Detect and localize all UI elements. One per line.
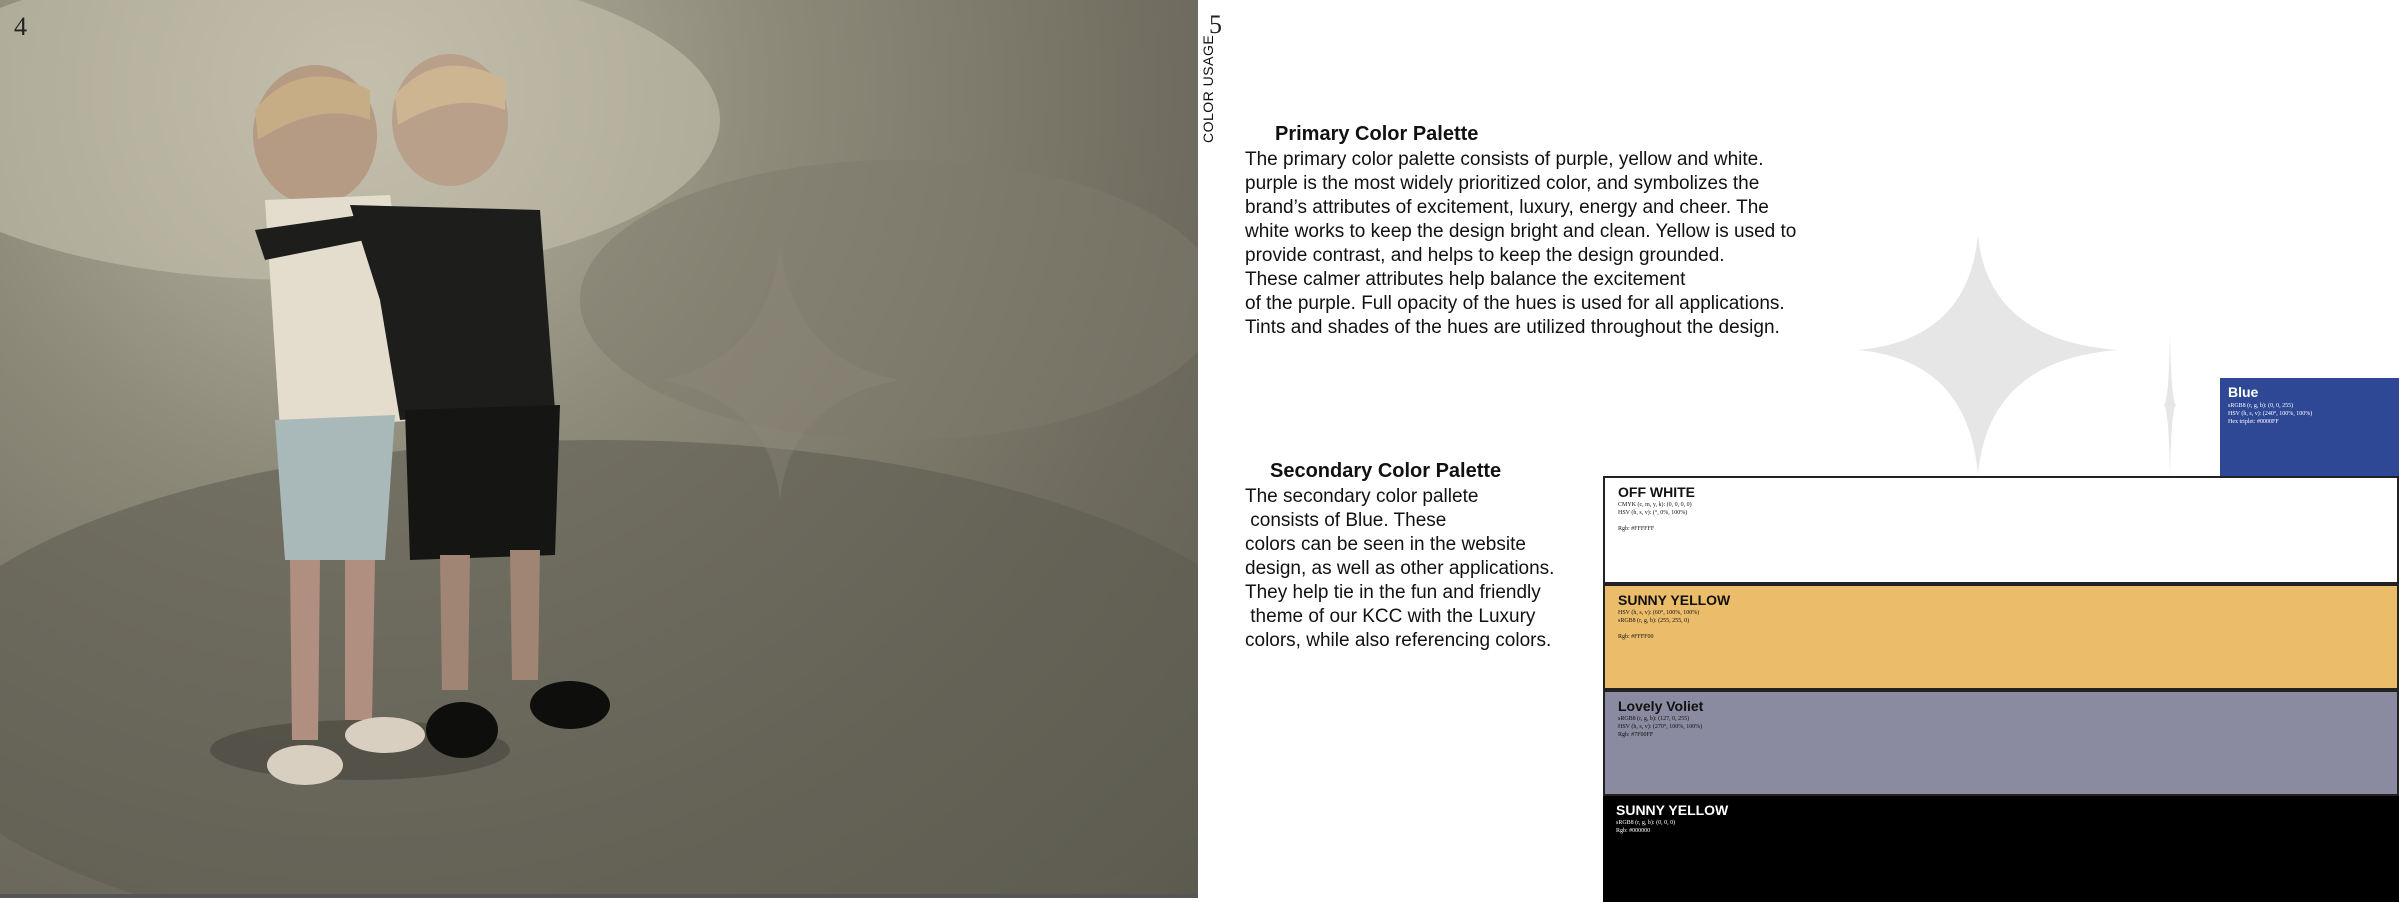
- swatch-spec: Rgb: #000000: [1616, 828, 1651, 834]
- swatch-spec: HSV (h, s, v): (60°, 100%, 100%): [1618, 610, 1700, 616]
- swatch-spec: Rgb: #FFFF00: [1618, 634, 1654, 640]
- photo-bottom-rule: [0, 894, 1198, 898]
- swatch-lovely-violet: [1603, 690, 2399, 796]
- swatch-name: Lovely Voliet: [1618, 698, 1704, 714]
- primary-palette-line: Tints and shades of the hues are utilized throughout the design.: [1245, 317, 1780, 338]
- swatch-spec: HSV (h, s, v): (°, 0%, 100%): [1618, 510, 1688, 516]
- swatch-name: OFF WHITE: [1618, 484, 1695, 500]
- swatch-spec: Rgb: #7F00FF: [1618, 732, 1654, 738]
- primary-palette-line: These calmer attributes help balance the excitement: [1245, 269, 1686, 290]
- swatch-spec: sRGB8 (r, g, b): (0, 0, 255): [2228, 403, 2294, 409]
- primary-palette-line: The primary color palette consists of purple, yellow and white.: [1245, 149, 1764, 170]
- secondary-palette-line: theme of our KCC with the Luxury: [1245, 606, 1536, 627]
- swatch-blue: [2220, 378, 2399, 476]
- swatch-spec: Rgb: #FFFFFF: [1618, 526, 1655, 532]
- swatch-off-white: [1603, 476, 2399, 584]
- swatch-sunny-yellow: [1603, 584, 2399, 690]
- swatch-black: [1603, 796, 2399, 902]
- primary-palette-line: brand’s attributes of excitement, luxury, energy and cheer. The: [1245, 197, 1769, 218]
- swatch-name: Blue: [2228, 384, 2259, 400]
- secondary-palette-line: The secondary color pallete: [1245, 486, 1479, 507]
- swatch-spec: CMYK (c, m, y, k): (0, 0, 0, 0): [1618, 502, 1692, 508]
- swatch-spec: HSV (h, s, v): (270°, 100%, 100%): [1618, 724, 1703, 730]
- primary-palette-line: white works to keep the design bright and clean. Yellow is used to: [1245, 221, 1797, 242]
- page-number-right: 5: [1209, 10, 1222, 39]
- swatch-spec: sRGB8 (r, g, b): (255, 255, 0): [1618, 618, 1690, 624]
- swatch-name: SUNNY YELLOW: [1616, 802, 1729, 818]
- secondary-palette-line: design, as well as other applications.: [1245, 558, 1555, 579]
- swatch-spec: HSV (h, s, v): (240°, 100%, 100%): [2228, 411, 2313, 417]
- primary-palette-line: provide contrast, and helps to keep the design grounded.: [1245, 245, 1725, 266]
- swatch-spec: sRGB8 (r, g, b): (127, 0, 255): [1618, 716, 1690, 722]
- sparkle-star-large-icon: [1858, 235, 2118, 475]
- secondary-palette-line: colors, while also referencing colors.: [1245, 630, 1552, 651]
- secondary-palette-title: Secondary Color Palette: [1270, 460, 1502, 482]
- primary-palette-line: of the purple. Full opacity of the hues is used for all applications.: [1245, 293, 1785, 314]
- primary-palette-line: purple is the most widely prioritized color, and symbolizes the: [1245, 173, 1760, 194]
- swatch-spec: Hex triplet: #0000FF: [2228, 419, 2279, 425]
- left-page: [0, 0, 1198, 902]
- swatch-name: SUNNY YELLOW: [1618, 592, 1731, 608]
- children-illustration: [0, 0, 1198, 894]
- secondary-palette-line: colors can be seen in the website: [1245, 534, 1526, 555]
- swatch-spec: sRGB8 (r, g, b): (0, 0, 0): [1616, 820, 1676, 826]
- children-photo: [0, 0, 1198, 894]
- secondary-palette-line: consists of Blue. These: [1245, 510, 1447, 531]
- page-number-left: 4: [14, 12, 27, 41]
- sparkle-star-small-icon: [2164, 330, 2176, 480]
- primary-palette-title: Primary Color Palette: [1275, 123, 1479, 145]
- secondary-palette-line: They help tie in the fun and friendly: [1245, 582, 1541, 603]
- section-label-color-usage: COLOR USAGE: [1200, 34, 1216, 143]
